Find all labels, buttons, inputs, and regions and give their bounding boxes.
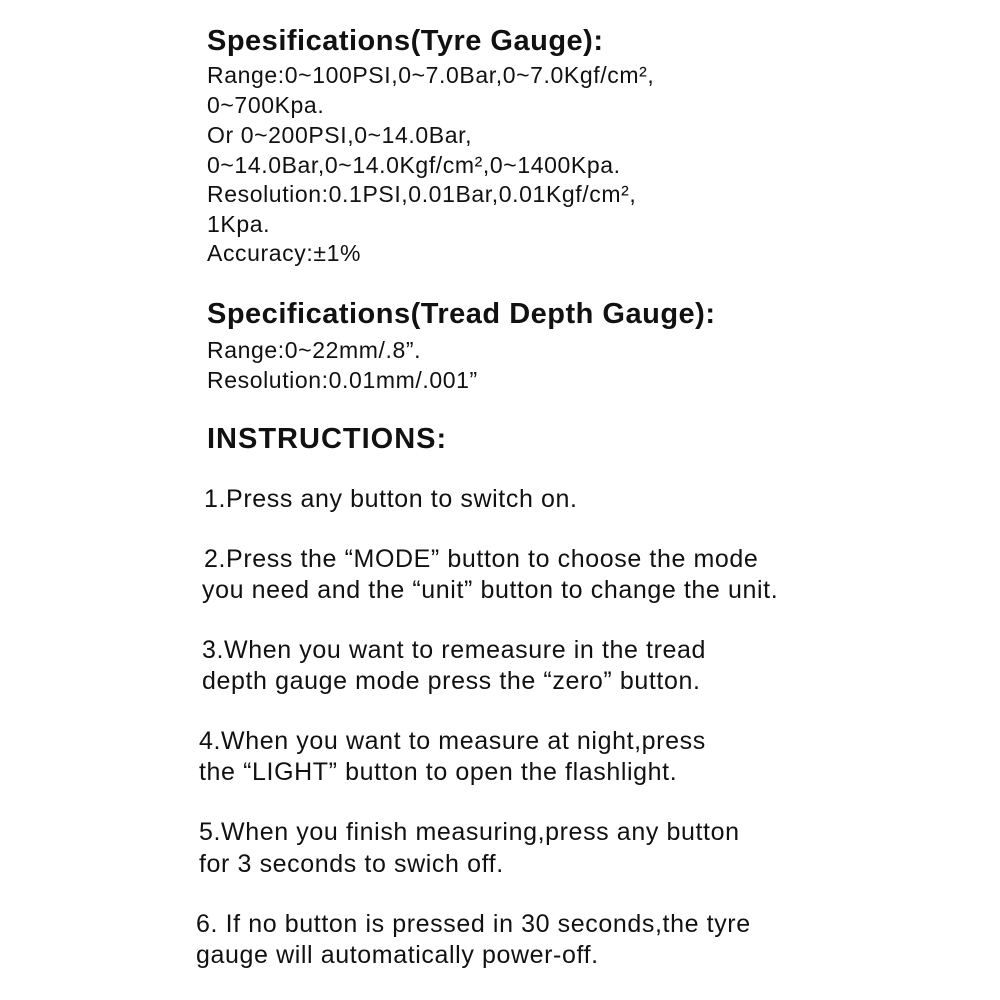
tyre-gauge-heading: Spesifications(Tyre Gauge): — [207, 25, 604, 57]
instruction-5-line-2: for 3 seconds to swich off. — [199, 850, 504, 878]
tyre-resolution-line-2: 1Kpa. — [207, 211, 271, 237]
tyre-range-line-4: 0~14.0Bar,0~14.0Kgf/cm²,0~1400Kpa. — [207, 152, 621, 178]
instruction-6-line-2: gauge will automatically power-off. — [196, 941, 599, 969]
tyre-range-line-2: 0~700Kpa. — [207, 92, 325, 118]
instruction-2-line-2: you need and the “unit” button to change the unit. — [202, 576, 779, 604]
instruction-3-line-1: 3.When you want to remeasure in the tread — [202, 636, 707, 664]
instruction-4-line-2: the “LIGHT” button to open the flashlight. — [199, 758, 678, 786]
tread-resolution-line: Resolution:0.01mm/.001” — [207, 367, 478, 393]
tyre-accuracy-line: Accuracy:±1% — [207, 240, 362, 266]
tread-gauge-heading: Specifications(Tread Depth Gauge): — [207, 298, 716, 330]
tyre-resolution-line-1: Resolution:0.1PSI,0.01Bar,0.01Kgf/cm², — [207, 181, 637, 207]
instruction-3-line-2: depth gauge mode press the “zero” button. — [202, 667, 701, 695]
instruction-1: 1.Press any button to switch on. — [204, 485, 578, 513]
instruction-4-line-1: 4.When you want to measure at night,press — [199, 727, 706, 755]
instruction-2-line-1: 2.Press the “MODE” button to choose the mode — [204, 545, 759, 573]
instructions-heading: INSTRUCTIONS: — [207, 423, 448, 455]
tread-range-line: Range:0~22mm/.8”. — [207, 337, 422, 363]
instruction-6-line-1: 6. If no button is pressed in 30 seconds,the tyre — [196, 910, 751, 938]
tyre-range-line-1: Range:0~100PSI,0~7.0Bar,0~7.0Kgf/cm², — [207, 62, 655, 88]
tyre-range-line-3: Or 0~200PSI,0~14.0Bar, — [207, 122, 473, 148]
instruction-5-line-1: 5.When you finish measuring,press any button — [199, 818, 740, 846]
